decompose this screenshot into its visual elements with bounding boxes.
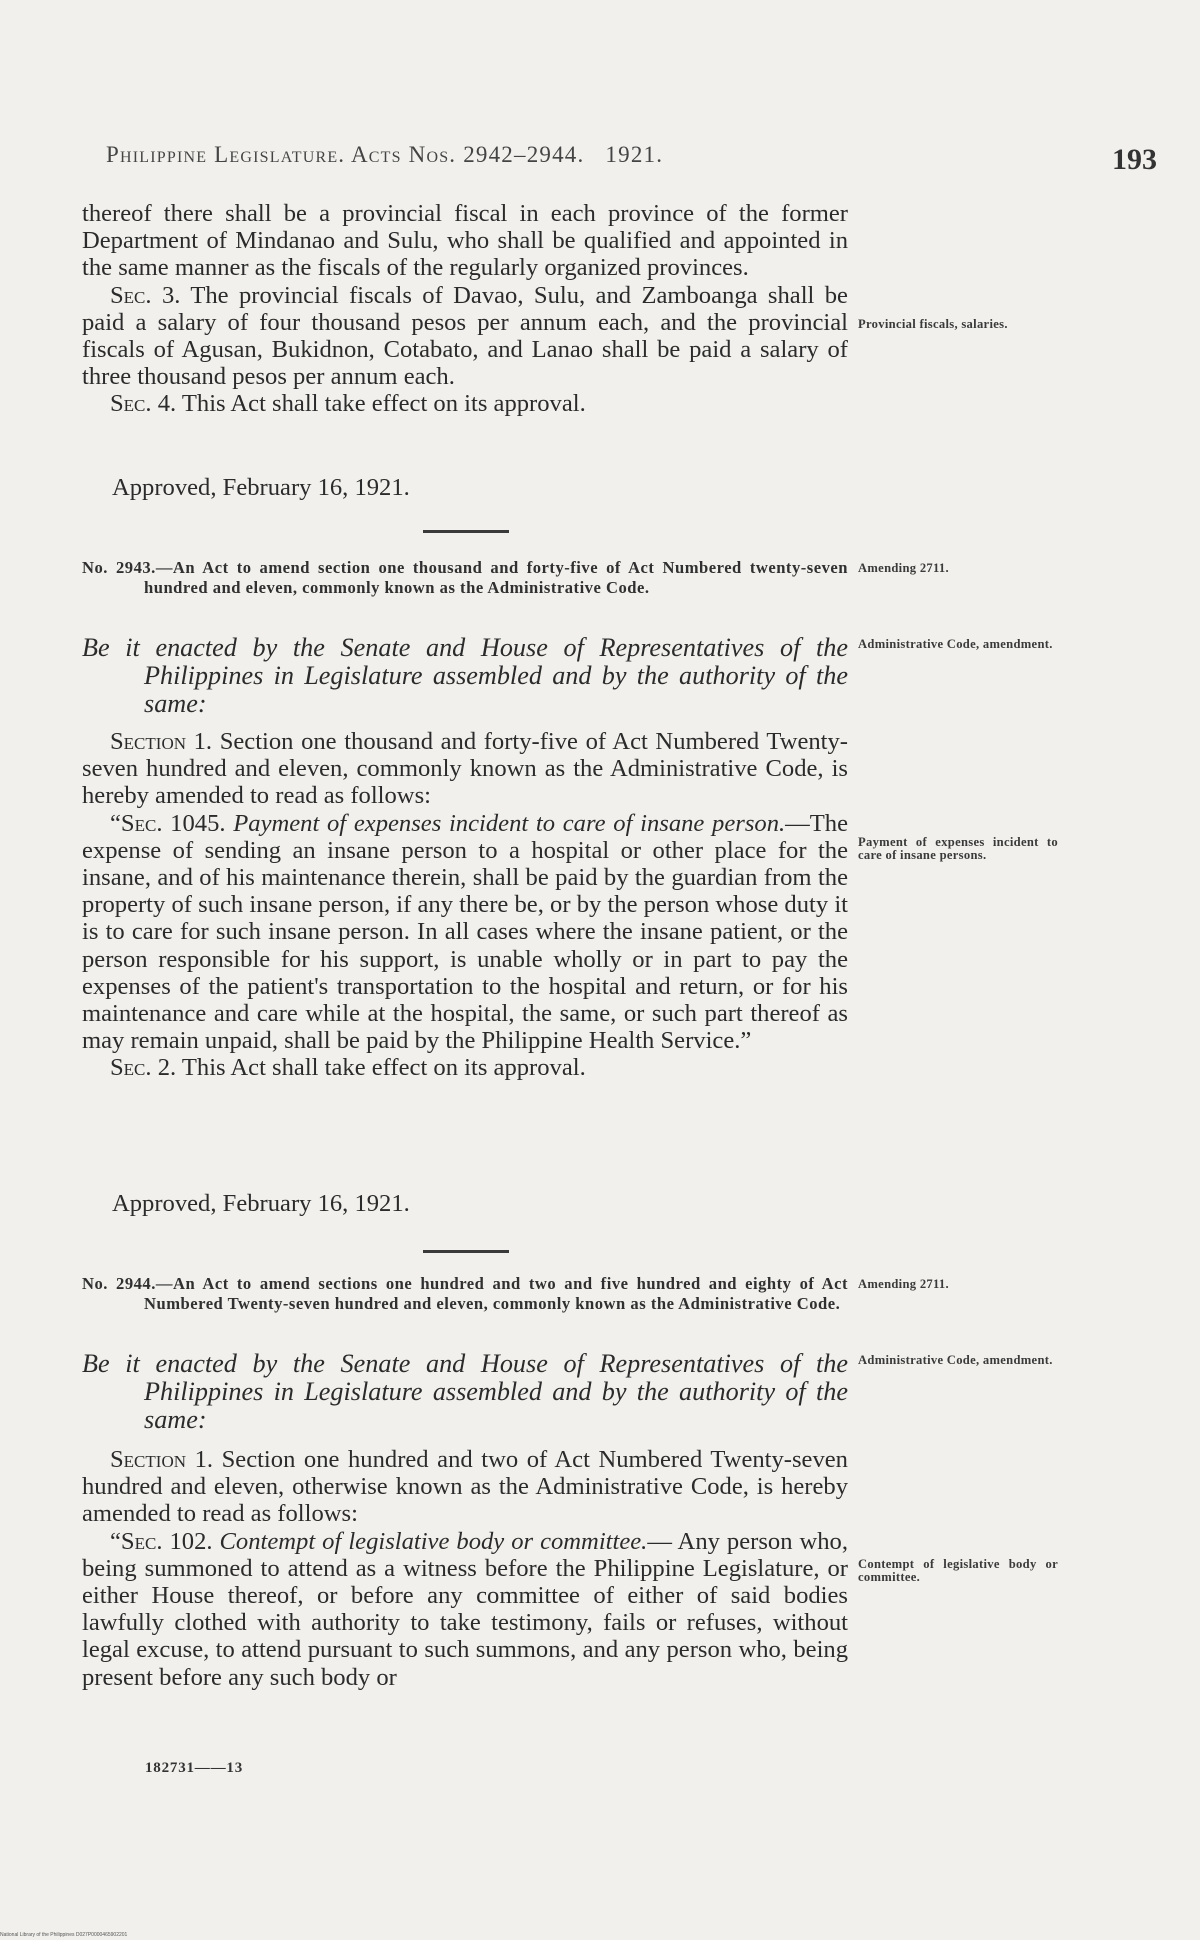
sec4-label: Sec. 4. — [110, 390, 177, 418]
act-2943-body — [82, 728, 848, 1082]
act-2944-title — [82, 1274, 848, 1313]
act-2944-title-text: —An Act to amend sections one hundred and two and five hundred and eighty of Act Numbered Twenty-seven hundred and eleven, commonly known as the Administrative Code. — [144, 1274, 848, 1313]
act-2943-sec2-label: Sec. 2. — [110, 1054, 177, 1082]
sec3-label: Sec. 3. — [110, 281, 181, 309]
running-header — [106, 142, 1046, 168]
section-divider-1 — [423, 530, 509, 533]
act-2944-quoted-label: “Sec. 102. — [110, 1527, 213, 1555]
margin-note-contempt: Contempt of legislative body or committee. — [858, 1557, 1058, 1584]
act-2943-quoted-label: “Sec. 1045. — [110, 809, 226, 837]
section-divider-2 — [423, 1250, 509, 1253]
sec3-text: The provincial fiscals of Davao, Sulu, and Zamboanga shall be paid a salary of four thousand pesos per annum each, and the provincial fiscals of Agusan, Bukidnon, Cotabato, and Lanao shall be paid a salary of three thousand pesos per annum each. — [82, 281, 848, 391]
page-number: 193 — [1112, 143, 1157, 176]
act-2943-quoted-text: —The expense of sending an insane person to a hospital or other place for the insane, and of his maintenance therein, shall be paid by the guardian from the property of such insane person, if any there be, or by the person whose duty it is to care for such insane person. In all cases where the insane patient, or the person responsible for his support, is unable wholly or in part to pay the expenses of the patient's transportation to the hospital and return, or for his maintenance and care while at the hospital, the same, or such part thereof as may remain unpaid, shall be paid by the Philippine Health Service.” — [82, 809, 848, 1055]
act-2944-quoted-heading: Contempt of legislative body or committee. — [219, 1527, 648, 1555]
act-2943-number: No. 2943. — [82, 558, 156, 577]
act-2943-quoted-section — [82, 810, 848, 1055]
act-2943-enacting-clause: Be it enacted by the Senate and House of Representatives of the Philippines in Legislature assembled and by the authority of the same: — [82, 633, 848, 718]
act-2942-continuation: thereof there shall be a provincial fiscal in each province of the former Department of Mindanao and Sulu, who shall be qualified and appointed in the same manner as the fiscals of the regularly organized provinces. — [82, 200, 848, 282]
act-2944-sec1-label: Section 1. — [110, 1446, 214, 1473]
act-2943-quoted-heading: Payment of expenses incident to care of insane person. — [233, 809, 786, 837]
signature-code: 182731——13 — [145, 1760, 243, 1776]
act-2942-body — [82, 200, 848, 418]
act-2943-sec1-text: Section one thousand and forty-five of Act Numbered Twenty-seven hundred and eleven, commonly known as the Administrative Code, is hereby amended to read as follows: — [82, 728, 848, 810]
act-2943-sec2 — [82, 1054, 848, 1081]
act-2944-sec1-text: Section one hundred and two of Act Numbered Twenty-seven hundred and eleven, otherwise known as the Administrative Code, is hereby amended to read as follows: — [82, 1446, 848, 1528]
act-2942-sec3 — [82, 282, 848, 391]
running-head-year: 1921. — [605, 142, 664, 167]
act-2943-approved: Approved, February 16, 1921. — [112, 1190, 410, 1217]
margin-note-admin-code-b: Administrative Code, amendment. — [858, 1353, 1053, 1367]
act-2942-sec4 — [82, 390, 848, 417]
running-head-title: Philippine Legislature. Acts Nos. 2942–2944. — [106, 142, 585, 167]
margin-note-insane-persons: Payment of expenses incident to care of insane persons. — [858, 835, 1058, 862]
scan-credit: National Library of the Philippines D027P0000465902201 — [0, 1932, 128, 1938]
sec4-text: This Act shall take effect on its approval. — [181, 390, 586, 418]
act-2944-sec1 — [82, 1446, 848, 1528]
act-2944-quoted-section — [82, 1528, 848, 1691]
margin-note-provincial-fiscals: Provincial fiscals, salaries. — [858, 317, 1008, 331]
act-2944-enacting-clause: Be it enacted by the Senate and House of Representatives of the Philippines in Legislature assembled and by the authority of the same: — [82, 1349, 848, 1434]
act-2943-sec2-text: This Act shall take effect on its approval. — [181, 1054, 586, 1082]
act-2943-title-text: —An Act to amend section one thousand and forty-five of Act Numbered twenty-seven hundred and eleven, commonly known as the Administrative Code. — [144, 558, 848, 597]
act-2943-sec1 — [82, 728, 848, 810]
act-2942-approved: Approved, February 16, 1921. — [112, 474, 410, 501]
act-2943-title — [82, 558, 848, 597]
act-2944-quoted-text: — Any person who, being summoned to attend as a witness before the Philippine Legislature, or either House thereof, or before any committee of either of said bodies lawfully clothed with authority to take testimony, fails or refuses, without legal excuse, to attend pursuant to such summons, and any person who, being present before any such body or — [82, 1527, 848, 1691]
margin-note-amending-2711-b: Amending 2711. — [858, 1277, 949, 1291]
act-2944-body — [82, 1446, 848, 1691]
act-2943-sec1-label: Section 1. — [110, 728, 213, 755]
margin-note-admin-code-a: Administrative Code, amendment. — [858, 637, 1053, 651]
margin-note-amending-2711-a: Amending 2711. — [858, 561, 949, 575]
act-2944-number: No. 2944. — [82, 1274, 156, 1293]
